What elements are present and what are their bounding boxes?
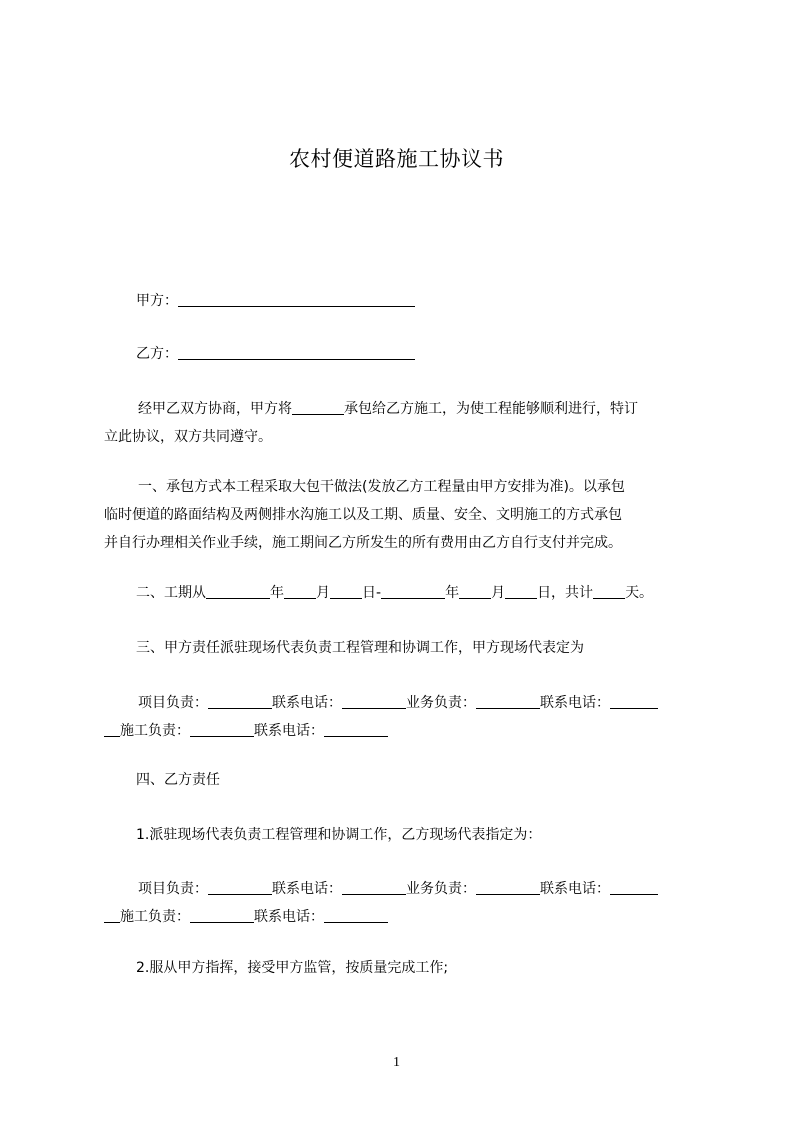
- clause1-line-2: [104, 500, 704, 530]
- clause2-day-1: 日-: [362, 585, 382, 601]
- start-day-blank[interactable]: [330, 582, 362, 599]
- clause4-heading: 四、乙方责任: [136, 772, 220, 788]
- clause2-year-2: 年: [445, 585, 460, 601]
- clause3-contact2-blank-cont[interactable]: [104, 720, 120, 737]
- clause4-contact3-label: 联系电话：: [254, 909, 324, 925]
- clause4-item2-line: [104, 953, 736, 983]
- clause4-item1-line: [104, 820, 736, 850]
- clause3-contacts-line-2: [104, 716, 704, 746]
- party-b-line: [104, 339, 736, 369]
- intro-text-3: 立此协议，双方共同遵守。: [104, 429, 272, 445]
- clause2-day-2: 日，共计: [537, 585, 594, 601]
- clause3-contact1-blank[interactable]: [342, 692, 406, 709]
- clause3-project-lead-blank[interactable]: [208, 692, 272, 709]
- intro-line-2: [104, 422, 704, 452]
- intro-text-1: 经甲乙双方协商，甲方将: [138, 401, 292, 417]
- clause3-business-lead-blank[interactable]: [476, 692, 540, 709]
- clause2-prefix: 二、工期从: [136, 585, 206, 601]
- clause4-contacts-line-2: [104, 902, 704, 932]
- clause3-business-lead-label: 业务负责：: [406, 695, 476, 711]
- clause4-contact3-blank[interactable]: [324, 906, 388, 923]
- clause4-contact1-label: 联系电话：: [272, 881, 342, 897]
- clause4-construction-lead-label: 施工负责：: [120, 909, 190, 925]
- clause4-heading-line: [104, 765, 736, 795]
- clause4-item1: 1.派驻现场代表负责工程管理和协调工作，乙方现场代表指定为：: [136, 827, 542, 843]
- party-b-blank[interactable]: [178, 343, 415, 360]
- clause1-text-2: 临时便道的路面结构及两侧排水沟施工以及工期、质量、安全、文明施工的方式承包: [104, 507, 622, 523]
- total-days-blank[interactable]: [593, 582, 625, 599]
- clause3-contacts-line-1: [104, 688, 738, 718]
- clause4-contact2-blank[interactable]: [610, 878, 658, 895]
- clause2-days: 天。: [625, 585, 654, 601]
- clause3-project-lead-label: 项目负责：: [138, 695, 208, 711]
- clause2-line: [104, 578, 736, 608]
- clause3-construction-lead-blank[interactable]: [190, 720, 254, 737]
- clause4-item2: 2.服从甲方指挥，接受甲方监管，按质量完成工作;: [136, 960, 449, 976]
- clause4-construction-lead-blank[interactable]: [190, 906, 254, 923]
- document-title: 农村便道路施工协议书: [289, 147, 504, 171]
- party-a-label: 甲方：: [136, 293, 178, 309]
- clause4-contact2-blank-cont[interactable]: [104, 906, 120, 923]
- page-number: 1: [393, 1055, 400, 1070]
- clause2-month-1: 月: [316, 585, 330, 601]
- clause1-text-1: 一、承包方式本工程采取大包干做法(发放乙方工程量由甲方安排为准)。以承包: [138, 479, 625, 495]
- clause1-line-1: [104, 472, 738, 502]
- clause4-business-lead-blank[interactable]: [476, 878, 540, 895]
- intro-line-1: [104, 394, 738, 424]
- clause1-line-3: [104, 528, 704, 558]
- clause1-text-3: 并自行办理相关作业手续，施工期间乙方所发生的所有费用由乙方自行支付并完成。: [104, 535, 622, 551]
- clause4-business-lead-label: 业务负责：: [406, 881, 476, 897]
- clause4-contact2-label: 联系电话：: [540, 881, 610, 897]
- clause3-contact2-blank[interactable]: [610, 692, 658, 709]
- clause2-month-2: 月: [491, 585, 506, 601]
- clause2-year-1: 年: [270, 585, 284, 601]
- party-b-label: 乙方：: [136, 346, 178, 362]
- intro-text-2: 承包给乙方施工，为使工程能够顺利进行，特订: [344, 401, 638, 417]
- start-month-blank[interactable]: [284, 582, 316, 599]
- end-day-blank[interactable]: [505, 582, 537, 599]
- clause4-project-lead-blank[interactable]: [208, 878, 272, 895]
- clause3-construction-lead-label: 施工负责：: [120, 723, 190, 739]
- clause3-line: [104, 633, 736, 663]
- clause3-text: 三、甲方责任派驻现场代表负责工程管理和协调工作，甲方现场代表定为: [136, 640, 584, 656]
- clause4-contacts-line-1: [104, 874, 738, 904]
- clause4-project-lead-label: 项目负责：: [138, 881, 208, 897]
- end-month-blank[interactable]: [459, 582, 491, 599]
- project-name-blank[interactable]: [292, 398, 344, 415]
- clause3-contact3-label: 联系电话：: [254, 723, 324, 739]
- party-a-blank[interactable]: [178, 290, 415, 307]
- clause3-contact2-label: 联系电话：: [540, 695, 610, 711]
- end-year-blank[interactable]: [381, 582, 445, 599]
- clause4-contact1-blank[interactable]: [342, 878, 406, 895]
- party-a-line: [104, 286, 736, 316]
- clause3-contact1-label: 联系电话：: [272, 695, 342, 711]
- clause3-contact3-blank[interactable]: [324, 720, 388, 737]
- start-year-blank[interactable]: [206, 582, 270, 599]
